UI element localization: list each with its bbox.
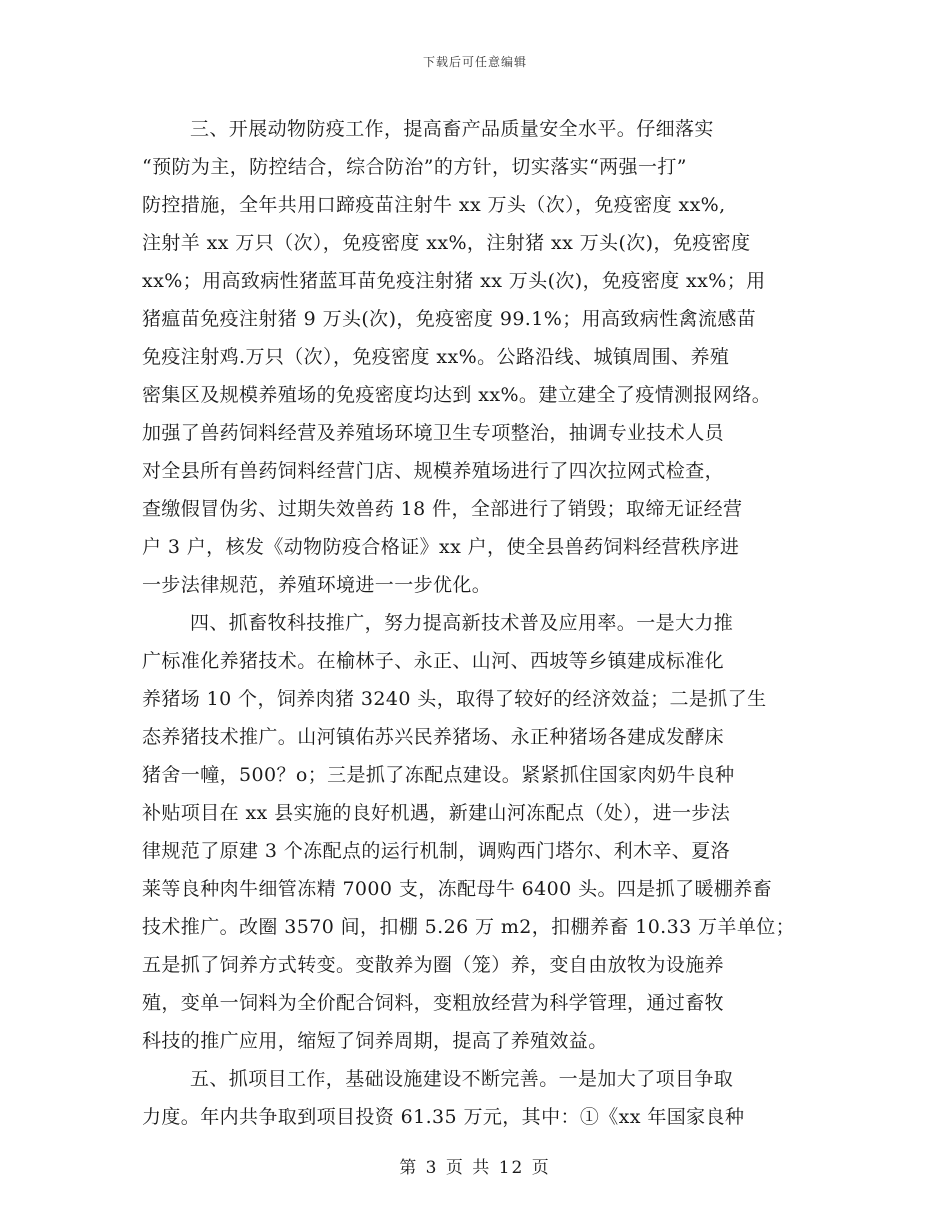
paragraph-3-line: 注射羊 xx 万只（次），免疫密度 xx%，注射猪 xx 万头(次)，免疫密度 bbox=[142, 232, 751, 254]
paragraph-3-line: “预防为主，防控结合，综合防治”的方针，切实落实“两强一打” bbox=[142, 156, 687, 178]
paragraph-3-line: 密集区及规模养殖场的免疫密度均达到 xx%。建立建全了疫情测报网络。 bbox=[142, 384, 772, 406]
paragraph-3-line: 一步法律规范，养殖环境进一一步优化。 bbox=[142, 574, 492, 596]
paragraph-4-line: 猪舍一幢，500？o；三是抓了冻配点建设。紧紧抓住国家肉奶牛良种 bbox=[142, 764, 735, 786]
page-header: 下载后可任意编辑 bbox=[422, 55, 527, 69]
paragraph-3-line: 查缴假冒伪劣、过期失效兽药 18 件，全部进行了销毁；取缔无证经营 bbox=[142, 498, 743, 520]
paragraph-4-line: 律规范了原建 3 个冻配点的运行机制，调购西门塔尔、利木辛、夏洛 bbox=[142, 840, 730, 862]
paragraph-5-line: 五、抓项目工作，基础设施建设不断完善。一是加大了项目争取 bbox=[190, 1068, 734, 1090]
paragraph-3-line: 三、开展动物防疫工作，提高畜产品质量安全水平。仔细落实 bbox=[190, 118, 714, 140]
paragraph-3-line: 免疫注射鸡.万只（次），免疫密度 xx%。公路沿线、城镇周围、养殖 bbox=[142, 346, 730, 368]
paragraph-4-line: 四、抓畜牧科技推广，努力提高新技术普及应用率。一是大力推 bbox=[190, 612, 734, 634]
paragraph-5-line: 力度。年内共争取到项目投资 61.35 万元，其中：①《xx 年国家良种 bbox=[142, 1106, 745, 1128]
paragraph-3-line: 加强了兽药饲料经营及养殖场环境卫生专项整治，抽调专业技术人员 bbox=[142, 422, 725, 444]
paragraph-4-line: 莱等良种肉牛细管冻精 7000 支，冻配母牛 6400 头。四是抓了暖棚养畜 bbox=[142, 878, 773, 900]
paragraph-3-line: 猪瘟苗免疫注射猪 9 万头(次)，免疫密度 99.1%；用高致病性禽流感苗 bbox=[142, 308, 757, 330]
paragraph-3-line: xx%；用高致病性猪蓝耳苗免疫注射猪 xx 万头(次)，免疫密度 xx%；用 bbox=[142, 270, 766, 292]
paragraph-4-line: 技术推广。改圈 3570 间，扣棚 5.26 万 m2，扣棚养畜 10.33 万羊单位； bbox=[142, 916, 796, 938]
paragraph-3-line: 防控措施，全年共用口蹄疫苗注射牛 xx 万头（次），免疫密度 xx%, bbox=[142, 194, 726, 216]
paragraph-4-line: 广标准化养猪技术。在榆林子、永正、山河、西坡等乡镇建成标准化 bbox=[142, 650, 725, 672]
paragraph-4-line: 补贴项目在 xx 县实施的良好机遇，新建山河冻配点（处），进一步法 bbox=[142, 802, 731, 824]
paragraph-3-line: 户 3 户，核发《动物防疫合格证》xx 户，使全县兽药饲料经营秩序进 bbox=[142, 536, 740, 558]
paragraph-4-line: 五是抓了饲养方式转变。变散养为圈（笼）养，变自由放牧为设施养 bbox=[142, 954, 725, 976]
paragraph-4-line: 态养猪技术推广。山河镇佑苏兴民养猪场、永正种猪场各建成发酵床 bbox=[142, 726, 725, 748]
paragraph-4-line: 殖，变单一饲料为全价配合饲料，变粗放经营为科学管理，通过畜牧 bbox=[142, 992, 725, 1014]
paragraph-4-line: 科技的推广应用，缩短了饲养周期，提高了养殖效益。 bbox=[142, 1030, 608, 1052]
paragraph-3-line: 对全县所有兽药饲料经营门店、规模养殖场进行了四次拉网式检查， bbox=[142, 460, 725, 482]
document-body bbox=[142, 110, 822, 1136]
page-number-footer: 第 3 页 共 12 页 bbox=[399, 1158, 551, 1178]
paragraph-4-line: 养猪场 10 个，饲养肉猪 3240 头，取得了较好的经济效益；二是抓了生 bbox=[142, 688, 767, 710]
